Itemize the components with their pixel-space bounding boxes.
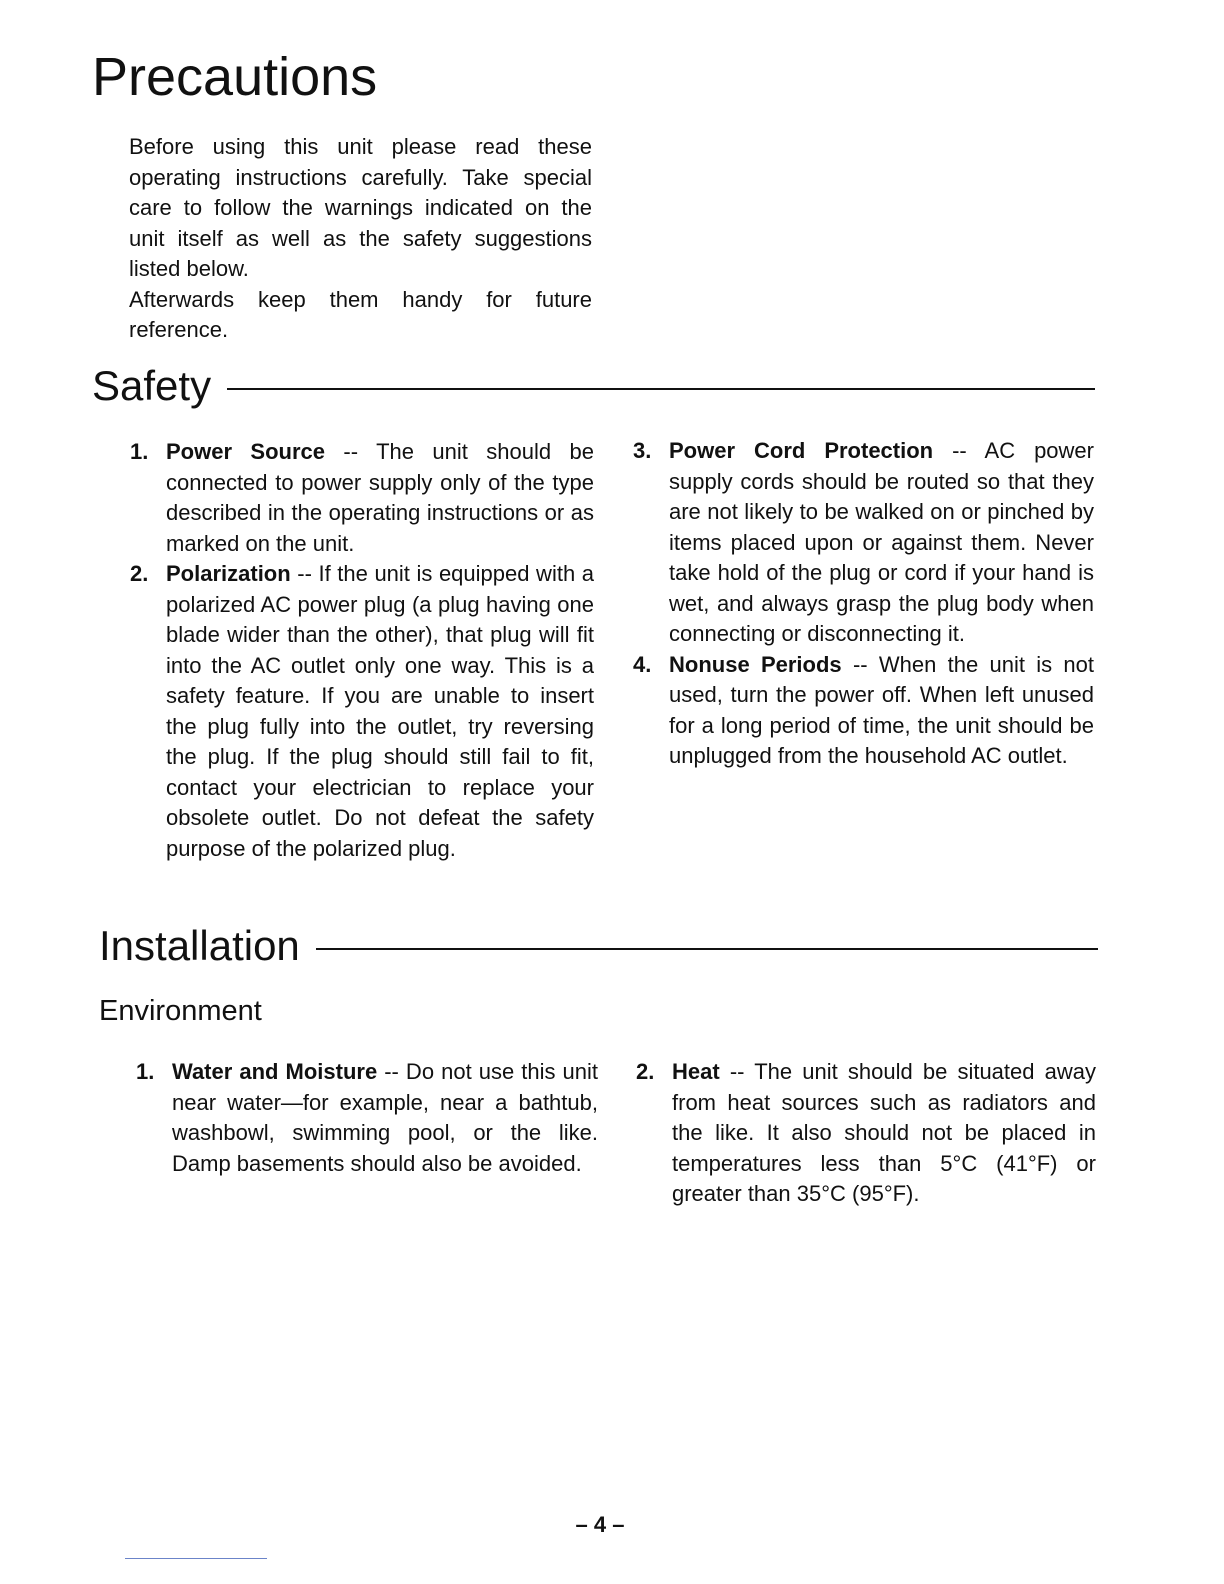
item-lead: Power Cord Protection	[669, 438, 934, 463]
environment-list-left	[136, 1057, 598, 1179]
environment-list-right	[636, 1057, 1096, 1210]
list-item	[130, 437, 594, 559]
item-number: 2.	[636, 1059, 655, 1084]
section-heading-safety	[92, 360, 1095, 412]
list-item	[136, 1057, 598, 1179]
item-number: 1.	[130, 439, 149, 464]
item-number: 2.	[130, 561, 149, 586]
item-text: -- If the unit is equipped with a polarized AC power plug (a plug having one blade wider than the other), that plug will fit into the AC outlet only one way. This is a safety feature. If you are unable to insert the plug fully into the outlet, try reversing the plug. If the plug should still fail to fit, contact your electrician to replace your obsolete outlet. Do not defeat the safety purpose of the polarized plug.	[166, 561, 594, 861]
item-text: -- When the unit is not used, turn the power off. When left unused for a long period of time, the unit should be unplugged from the household AC outlet.	[669, 651, 1094, 768]
item-lead: Power Source	[166, 439, 326, 464]
list-item	[633, 436, 1094, 650]
item-lead: Water and Moisture	[172, 1059, 378, 1084]
section-heading-label: Installation	[99, 922, 300, 969]
item-number: 3.	[633, 438, 652, 463]
footer-rule	[125, 1558, 267, 1559]
heading-rule	[227, 388, 1095, 390]
page-number: – 4 –	[575, 1512, 625, 1537]
list-item	[636, 1057, 1096, 1210]
item-number: 4.	[633, 651, 652, 677]
item-lead: Polarization	[166, 561, 291, 586]
subheading-environment: Environment	[99, 995, 262, 1027]
item-lead: Nonuse Periods	[669, 651, 842, 677]
section-heading-label: Safety	[92, 362, 212, 409]
item-text: -- The unit should be connected to power supply only of the type described in the operating instructions or as marked on the unit.	[166, 439, 594, 556]
item-text: -- AC power supply cords should be routed so that they are not likely to be walked on or pinched by items placed upon or against them. Never take hold of the plug or cord if your hand is wet, and always grasp the plug body when connecting or disconnecting it.	[669, 438, 1094, 646]
page-title: Precautions	[92, 47, 378, 107]
item-text: -- Do not use this unit near water—for example, near a bathtub, washbowl, swimming pool, or the like. Damp basements should also be avoided.	[172, 1059, 598, 1176]
safety-list-left	[130, 437, 594, 864]
safety-list-right	[633, 436, 1094, 772]
intro-paragraph: Afterwards keep them handy for future reference.	[129, 286, 592, 342]
list-item	[633, 650, 1094, 772]
list-item	[130, 559, 594, 864]
item-text: -- The unit should be situated away from heat sources such as radiators and the like. It also should not be placed in temperatures less than 5°C (41°F) or greater than 35°C (95°F).	[672, 1059, 1096, 1206]
section-heading-installation	[99, 920, 1098, 972]
item-lead: Heat	[672, 1059, 720, 1084]
intro-paragraph: Before using this unit please read these operating instructions carefully. Take special care to follow the warnings indicated on the unit itself as well as the safety suggestions listed below.	[129, 134, 592, 281]
intro-text	[129, 132, 592, 346]
item-number: 1.	[136, 1059, 155, 1084]
heading-rule	[316, 948, 1098, 950]
